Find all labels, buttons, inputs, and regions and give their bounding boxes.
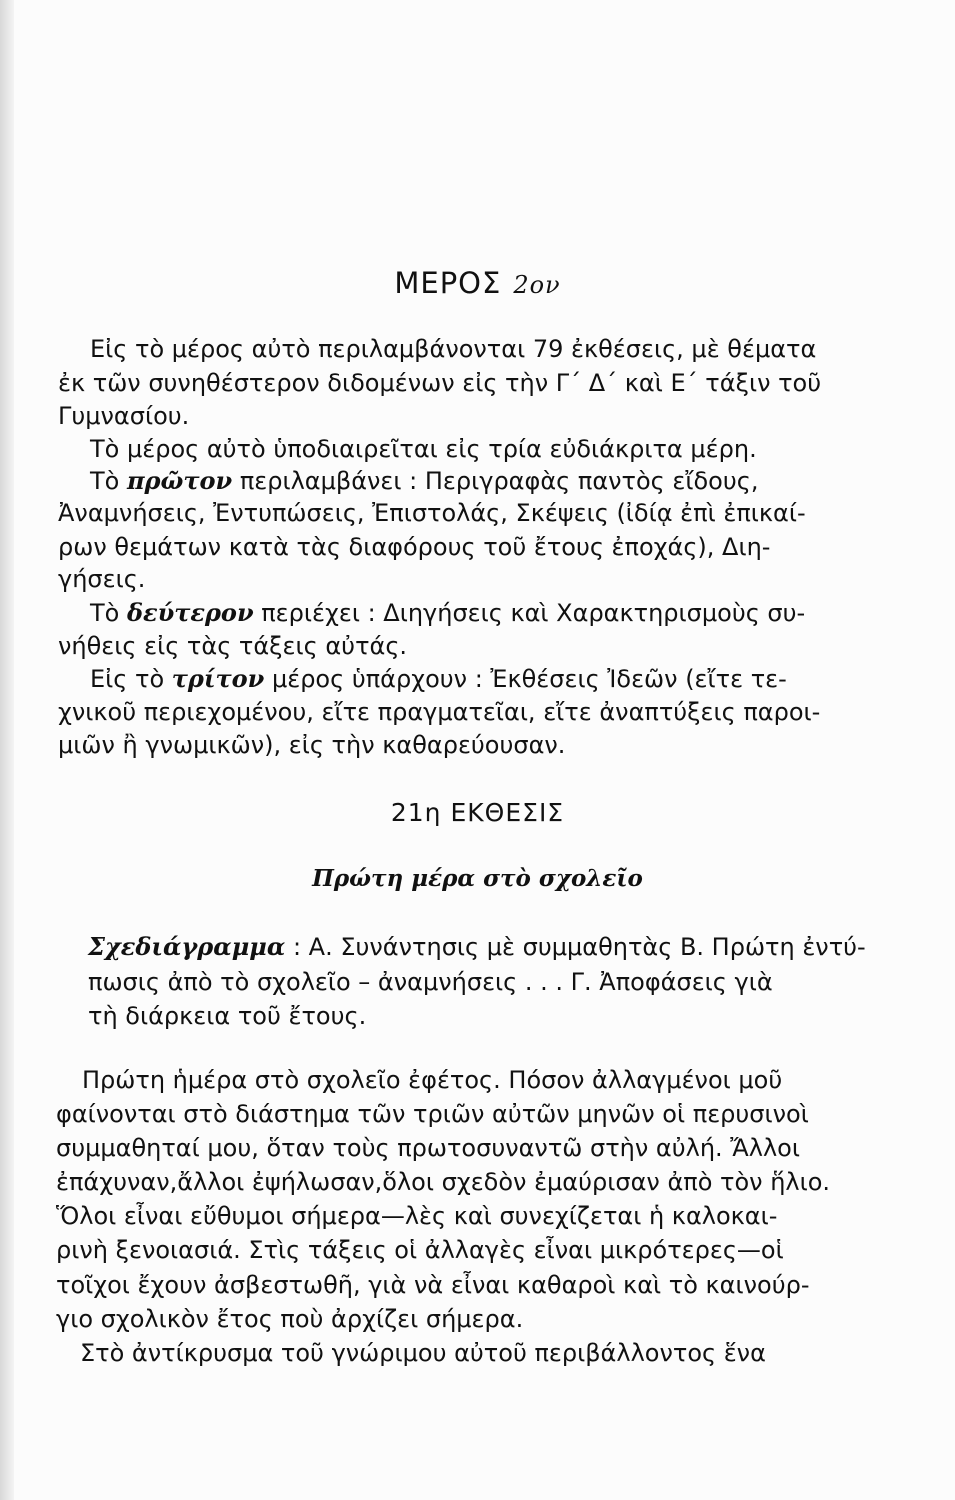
body-line-5: Ὅλοι εἶναι εὔθυμοι σήμερα—λὲς καὶ συνεχίζεται ἡ καλοκαι- [56, 1202, 778, 1230]
intro-line-5 [90, 466, 758, 496]
intro-line-9-end: περιέχει : Διηγήσεις καὶ Χαρακτηρισμοὺς συ- [261, 599, 806, 627]
intro-line-8: γήσεις. [58, 565, 146, 593]
third-part-emphasis: τρίτον [171, 664, 265, 693]
intro-line-11 [90, 664, 787, 694]
intro-line-11-start: Εἰς τὸ [90, 665, 165, 693]
intro-line-7: ρων θεμάτων κατὰ τὰς διαφόρους τοῦ ἔτους ἐποχάς), Διη- [58, 533, 771, 561]
body-line-6: ρινὴ ξενοιασιά. Στὶς τάξεις οἱ ἀλλαγὲς εἶναι μικρότερες—οἱ [56, 1236, 784, 1264]
second-part-emphasis: δεύτερον [126, 598, 254, 627]
outline-line-3: τὴ διάρκεια τοῦ ἔτους. [88, 1002, 367, 1030]
intro-line-2: ἐκ τῶν συνηθέστερον διδομένων εἰς τὴν Γ΄ Δ΄ καὶ Ε΄ τάξιν τοῦ [58, 369, 822, 397]
intro-line-12: χνικοῦ περιεχομένου, εἴτε πραγματεῖαι, εἴτε ἀναπτύξεις παροι- [58, 698, 821, 726]
intro-line-10: νήθεις εἰς τὰς τάξεις αὐτάς. [58, 632, 408, 660]
outline-line-1-text: : Α. Συνάντησις μὲ συμμαθητὰς Β. Πρώτη ἐντύ- [292, 933, 866, 961]
part-heading-number: 2ον [513, 271, 561, 299]
first-part-emphasis: πρῶτον [126, 466, 233, 495]
intro-line-1: Εἰς τὸ μέρος αὐτὸ περιλαμβάνονται 79 ἐκθέσεις, μὲ θέματα [90, 335, 817, 363]
essay-number: 21η ΕΚΘΕΣΙΣ [390, 798, 565, 827]
part-heading [0, 266, 955, 300]
body-line-7: τοῖχοι ἔχουν ἀσβεστωθῆ, γιὰ νὰ εἶναι καθαροὶ καὶ τὸ καινούρ- [56, 1271, 810, 1299]
intro-line-13: μιῶν ἢ γνωμικῶν), εἰς τὴν καθαρεύουσαν. [58, 731, 566, 759]
body-line-3: συμμαθηταί μου, ὅταν τοὺς πρωτοσυναντῶ στὴν αὐλή. Ἄλλοι [56, 1134, 800, 1162]
intro-line-5-start: Τὸ [90, 467, 120, 495]
page-edge-shadow [0, 0, 14, 1500]
body-line-1: Πρώτη ἡμέρα στὸ σχολεῖο ἐφέτος. Πόσον ἀλλαγμένοι μοῦ [82, 1066, 783, 1094]
body-line-4: ἐπάχυναν,ἄλλοι ἐψήλωσαν,ὅλοι σχεδὸν ἐμαύρισαν ἀπὸ τὸν ἥλιο. [56, 1168, 831, 1196]
body-line-2: φαίνονται στὸ διάστημα τῶν τριῶν αὐτῶν μηνῶν οἱ περυσινοὶ [56, 1100, 809, 1128]
intro-line-11-end: μέρος ὑπάρχουν : Ἐκθέσεις Ἰδεῶν (εἴτε τε- [271, 665, 787, 693]
outline-label: Σχεδιάγραμμα [88, 932, 286, 961]
body-line-9: Στὸ ἀντίκρυσμα τοῦ γνώριμου αὐτοῦ περιβάλλοντος ἕνα [80, 1339, 766, 1367]
intro-line-6: Ἀναμνήσεις, Ἐντυπώσεις, Ἐπιστολάς, Σκέψεις (ἰδίᾳ ἐπὶ ἐπικαί- [58, 499, 806, 527]
intro-line-4: Τὸ μέρος αὐτὸ ὑποδιαιρεῖται εἰς τρία εὐδιάκριτα μέρη. [90, 435, 757, 463]
outline-line-2: πωσις ἀπὸ τὸ σχολεῖο – ἀναμνήσεις . . . Γ. Ἀποφάσεις γιὰ [88, 968, 773, 996]
intro-line-5-end: περιλαμβάνει : Περιγραφὰς παντὸς εἴδους, [239, 467, 759, 495]
body-line-8: γιο σχολικὸν ἔτος ποὺ ἀρχίζει σήμερα. [56, 1305, 524, 1333]
intro-line-3: Γυμνασίου. [58, 402, 190, 430]
outline-line-1 [88, 932, 866, 962]
essay-title: Πρώτη μέρα στὸ σχολεῖο [312, 865, 643, 892]
intro-line-9-start: Τὸ [90, 599, 120, 627]
part-heading-title: ΜΕΡΟΣ [394, 266, 502, 300]
intro-line-9 [90, 598, 805, 628]
